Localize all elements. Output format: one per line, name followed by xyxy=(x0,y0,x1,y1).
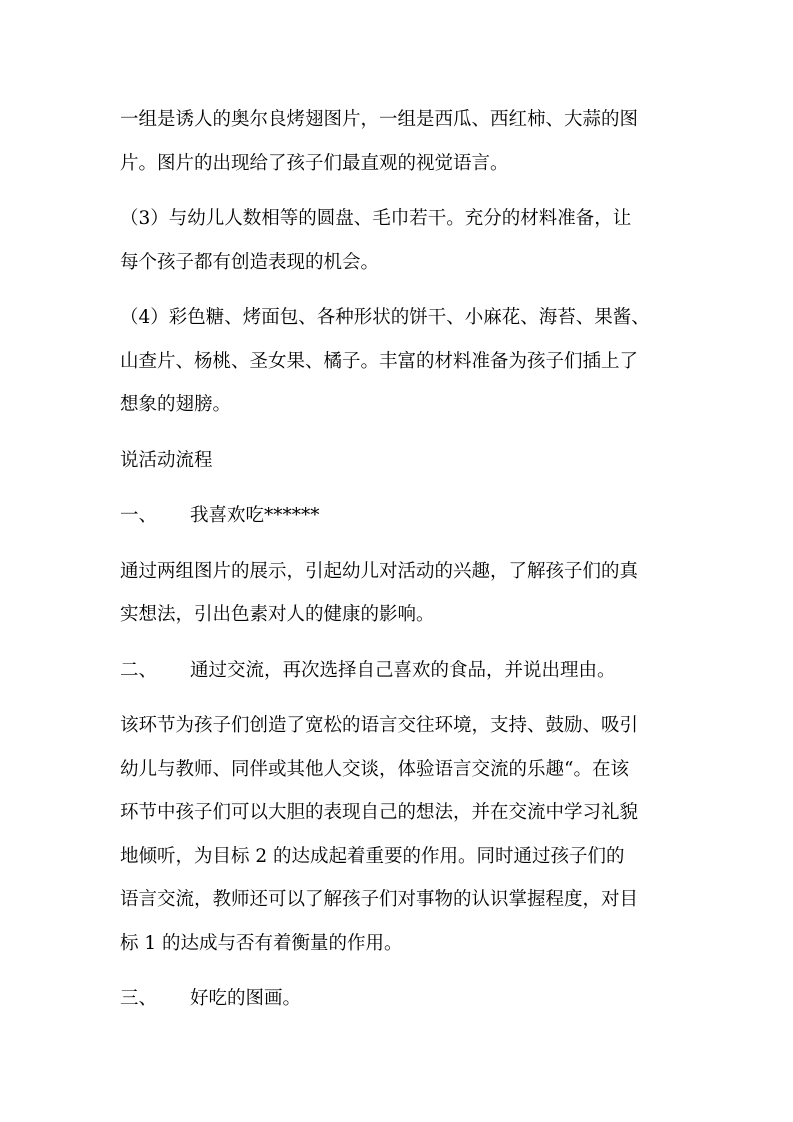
paragraph-materials-3 xyxy=(120,197,680,284)
text-line: 想象的翅膀。 xyxy=(120,394,232,415)
section-body-1 xyxy=(120,550,680,637)
section-heading-2 xyxy=(120,649,680,693)
section-title: 好吃的图画。 xyxy=(190,988,302,1009)
text-line: 语言交流，教师还可以了解孩子们对事物的认识掌握程度，对目 xyxy=(120,889,639,910)
document-body xyxy=(120,98,680,1021)
text-line: 环节中孩子们可以大胆的表现自己的想法，并在交流中学习礼貌 xyxy=(120,802,639,823)
text-line: 实想法，引出色素对人的健康的影响。 xyxy=(120,604,435,625)
section-number: 二、 xyxy=(120,659,158,681)
section-number: 一、 xyxy=(120,505,158,526)
section-title-activity-flow xyxy=(120,439,680,483)
section-body-2 xyxy=(120,704,680,965)
paragraph-materials-4 xyxy=(120,296,680,427)
section-title: 通过交流，再次选择自己喜欢的食品，并说出理由。 xyxy=(190,659,616,681)
text-line: 该环节为孩子们创造了宽松的语言交往环境，支持、鼓励、吸引 xyxy=(120,715,639,736)
text-line: 一组是诱人的奥尔良烤翅图片，一组是西瓜、西红柿、大蒜的图 xyxy=(120,109,639,130)
text-line: （3）与幼儿人数相等的圆盘、毛巾若干。充分的材料准备，让 xyxy=(120,208,632,229)
text-line: （4）彩色糖、烤面包、各种形状的饼干、小麻花、海苔、果酱、 xyxy=(120,307,650,328)
section-heading-3 xyxy=(120,977,680,1021)
text-line: 片。图片的出现给了孩子们最直观的视觉语言。 xyxy=(120,152,509,174)
text-line: 通过两组图片的展示，引起幼儿对活动的兴趣，了解孩子们的真 xyxy=(120,560,639,582)
text-line: 说活动流程 xyxy=(120,449,213,471)
section-title: 我喜欢吃****** xyxy=(190,505,320,526)
text-line: 幼儿与教师、同伴或其他人交谈，体验语言交流的乐趣“。在该 xyxy=(120,758,629,780)
text-line: 地倾听，为目标 2 的达成起着重要的作用。同时通过孩子们的 xyxy=(120,845,625,867)
text-line: 每个孩子都有创造表现的机会。 xyxy=(120,251,380,273)
paragraph-materials-images xyxy=(120,98,680,185)
text-line: 标 1 的达成与否有着衡量的作用。 xyxy=(120,932,403,954)
text-line: 山查片、杨桃、圣女果、橘子。丰富的材料准备为孩子们插上了 xyxy=(120,350,639,372)
section-heading-1 xyxy=(120,494,680,538)
section-number: 三、 xyxy=(120,988,158,1009)
